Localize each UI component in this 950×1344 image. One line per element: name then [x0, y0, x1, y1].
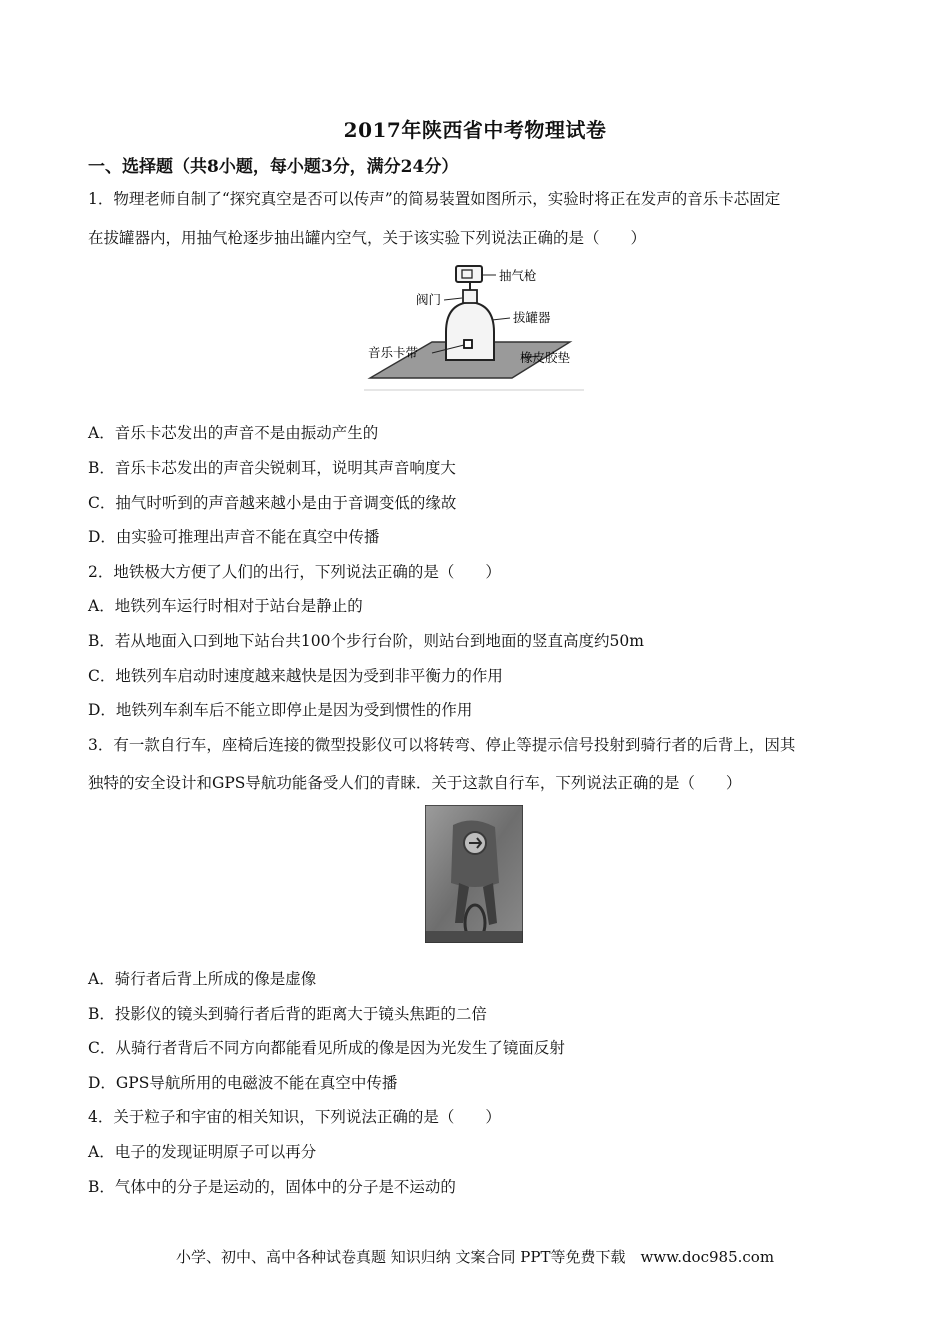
music-card-shape: [464, 340, 472, 348]
q3-bicycle-photo: [425, 805, 523, 943]
q3-option-c: C．从骑行者背后不同方向都能看见所成的像是因为光发生了镜面反射: [88, 1039, 565, 1057]
section-heading: 一、选择题（共8小题，每小题3分，满分24分）: [88, 157, 459, 177]
q3-option-b: B．投影仪的镜头到骑行者后背的距离大于镜头焦距的二倍: [88, 1005, 487, 1023]
q1-option-a: A．音乐卡芯发出的声音不是由振动产生的: [88, 424, 379, 442]
q3-option-a: A．骑行者后背上所成的像是虚像: [88, 970, 317, 988]
valve-shape: [463, 290, 477, 303]
q2-option-b: B．若从地面入口到地下站台共100个步行台阶，则站台到地面的竖直高度约50m: [88, 632, 644, 650]
q1-stem-line1: 1．物理老师自制了“探究真空是否可以传声”的简易装置如图所示，实验时将正在发声的音乐卡芯固定: [88, 190, 781, 208]
q2-option-c: C．地铁列车启动时速度越来越快是因为受到非平衡力的作用: [88, 667, 503, 685]
label-pad: 橡皮胶垫: [520, 350, 571, 365]
q2-stem: 2．地铁极大方便了人们的出行，下列说法正确的是（ ）: [88, 563, 501, 581]
q1-apparatus-figure: [362, 258, 588, 394]
q2-option-d: D．地铁列车刹车后不能立即停止是因为受到惯性的作用: [88, 701, 473, 719]
label-cup: 拔罐器: [513, 310, 551, 325]
q3-stem-line1: 3．有一款自行车，座椅后连接的微型投影仪可以将转弯、停止等提示信号投射到骑行者的后背上，因其: [88, 736, 796, 754]
q3-option-d: D．GPS导航所用的电磁波不能在真空中传播: [88, 1074, 398, 1092]
q4-option-b: B．气体中的分子是运动的，固体中的分子是不运动的: [88, 1178, 456, 1196]
q1-option-c: C．抽气时听到的声音越来越小是由于音调变低的缘故: [88, 494, 457, 512]
cup-shape: [446, 302, 494, 360]
label-pump: 抽气枪: [499, 268, 537, 283]
q1-option-b: B．音乐卡芯发出的声音尖锐刺耳，说明其声音响度大: [88, 459, 456, 477]
pump-shape: [456, 266, 482, 282]
page-footer: 小学、初中、高中各种试卷真题 知识归纳 文案合同 PPT等免费下载 www.doc985.com: [175, 1248, 775, 1266]
q1-stem-line2: 在拔罐器内，用抽气枪逐步抽出罐内空气，关于该实验下列说法正确的是（ ）: [88, 229, 647, 247]
q2-option-a: A．地铁列车运行时相对于站台是静止的: [88, 597, 363, 615]
q4-option-a: A．电子的发现证明原子可以再分: [88, 1143, 317, 1161]
label-card: 音乐卡带: [368, 345, 419, 360]
q3-stem-line2: 独特的安全设计和GPS导航功能备受人们的青睐．关于这款自行车，下列说法正确的是（ ）: [88, 774, 742, 792]
q4-stem: 4．关于粒子和宇宙的相关知识，下列说法正确的是（ ）: [88, 1108, 501, 1126]
q1-option-d: D．由实验可推理出声音不能在真空中传播: [88, 528, 380, 546]
exam-title: 2017年陕西省中考物理试卷: [343, 118, 607, 142]
label-valve: 阀门: [416, 292, 442, 307]
